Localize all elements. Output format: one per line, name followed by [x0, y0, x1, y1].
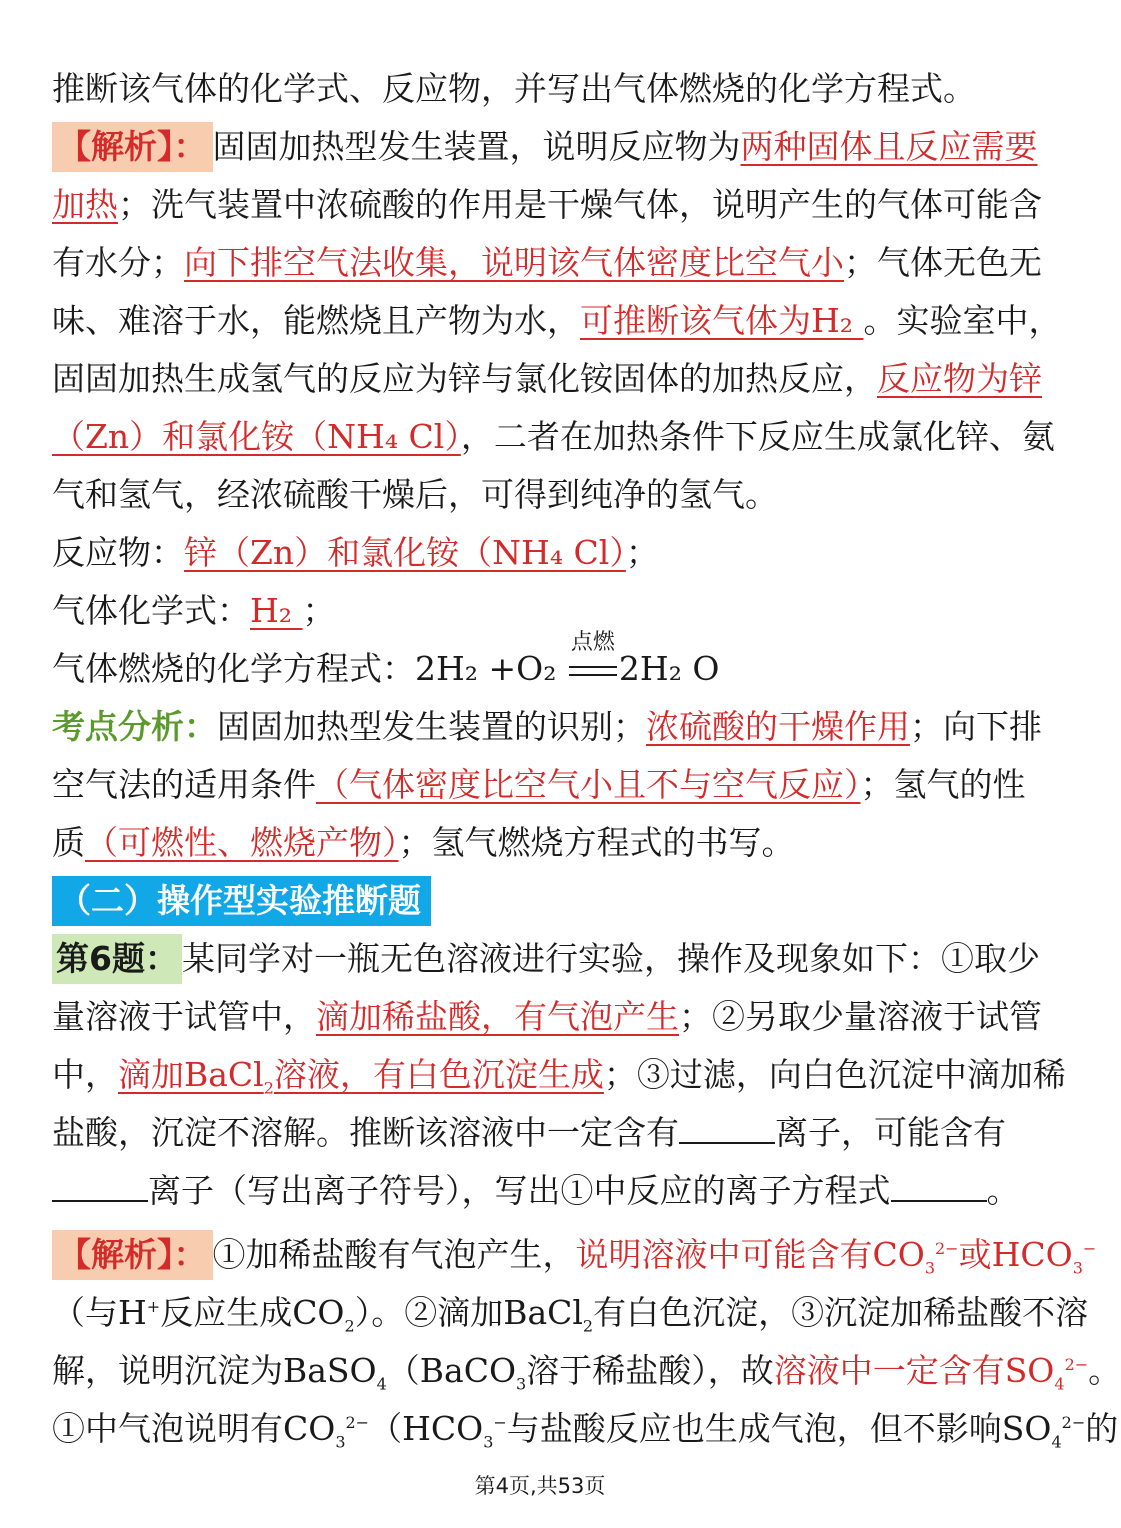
key-points-line-1: 考点分析：固固加热型发生装置的识别；浓硫酸的干燥作用；向下排 [52, 707, 1042, 746]
analysis-line-2: 加热；洗气装置中浓硫酸的作用是干燥气体，说明产生的气体可能含 [52, 185, 1042, 224]
analysis-line-3: 有水分；向下排空气法收集，说明该气体密度比空气小；气体无色无 [52, 243, 1042, 282]
question-6-line-1: 第6题： 某同学对一瓶无色溶液进行实验，操作及现象如下：①取少 [52, 930, 1032, 988]
answer-equation: 气体燃烧的化学方程式：2H₂ +O₂ 点燃 2H₂ O [52, 640, 1032, 698]
analysis-line-4: 味、难溶于水，能燃烧且产物为水，可推断该气体为H₂ 。实验室中， [52, 301, 1062, 340]
question-6-line-2: 量溶液于试管中，滴加稀盐酸，有气泡产生；②另取少量溶液于试管 [52, 997, 1042, 1036]
analysis-line-7: 气和氢气，经浓硫酸干燥后，可得到纯净的氢气。 [52, 475, 778, 514]
analysis2-line-4: ①中气泡说明有$CO_3^{2-}(HCO_3^-$与盐酸反应也生成气泡，但不影响$SO_4^{2-}$的 [52, 1409, 1119, 1452]
answer-reactants: 反应物：锌（Zn）和氯化铵（NH₄ Cl）； [52, 533, 659, 572]
question-6-line-5: 离子（写出离子符号），写出①中反应的离子方程式 。 [52, 1162, 1032, 1220]
section-heading: （二）操作型实验推断题 [52, 872, 1032, 930]
analysis-tag: 【解析】： [52, 1230, 213, 1280]
answer-blank-1[interactable] [679, 1112, 775, 1144]
answer-blank-3[interactable] [891, 1170, 987, 1202]
analysis2-line-2: （与H+反应生成$CO_2$）。②滴加BaCl$_2$有白色沉淀，③沉淀加稀盐酸不溶 [52, 1293, 1089, 1336]
reaction-condition: 点燃 [567, 640, 619, 698]
question-tail: 推断该气体的化学式、反应物，并写出气体燃烧的化学方程式。 [52, 69, 976, 108]
question-number-tag: 第6题： [52, 934, 182, 984]
key-points-line-2: 空气法的适用条件（气体密度比空气小且不与空气反应）；氢气的性 [52, 765, 1026, 804]
page-footer: 第4页,共53页 [474, 1474, 606, 1498]
answer-blank-2[interactable] [52, 1170, 148, 1202]
analysis-line-6: （Zn）和氯化铵（NH₄ Cl），二者在加热条件下反应生成氯化锌、氨 [52, 417, 1055, 456]
analysis-tag: 【解析】： [52, 122, 213, 172]
answer-gas-formula: 气体化学式：H₂ ； [52, 591, 336, 630]
key-points-label: 考点分析： [52, 707, 217, 746]
question-6-line-3: 中，滴加BaCl$_2$溶液，有白色沉淀生成；③过滤，向白色沉淀中滴加稀 [52, 1055, 1066, 1098]
analysis-line-5: 固固加热生成氢气的反应为锌与氯化铵固体的加热反应，反应物为锌 [52, 359, 1042, 398]
analysis-line-1: 【解析】： 固固加热型发生装置，说明反应物为两种固体且反应需要 [52, 118, 1032, 176]
analysis2-line-1: 【解析】： ①加稀盐酸有气泡产生，说明溶液中可能含有$CO_3^{2-}$或$HCO_3^-$ [52, 1220, 1032, 1278]
question-6-line-4: 盐酸，沉淀不溶解。推断该溶液中一定含有 离子，可能含有 [52, 1113, 1006, 1152]
analysis2-line-3: 解，说明沉淀为BaSO$_4$（BaCO$_3$溶于稀盐酸），故溶液中一定含有$SO_4^{2-}$。 [52, 1351, 1121, 1394]
key-points-line-3: 质（可燃性、燃烧产物）；氢气燃烧方程式的书写。 [52, 823, 795, 862]
document-page [52, 60, 1121, 1452]
